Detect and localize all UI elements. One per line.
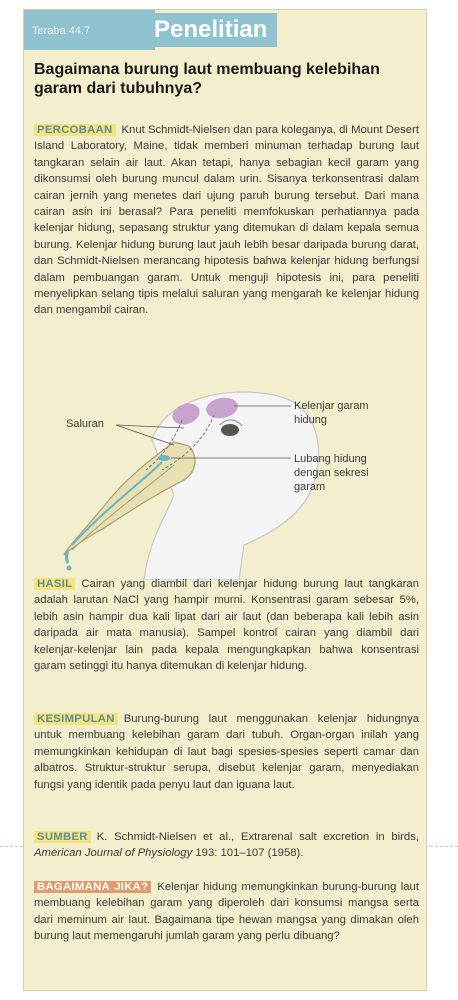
sumber-ref: 193: 101–107 (1958). — [195, 847, 304, 860]
nostril — [158, 455, 170, 461]
tag-kesimpulan: KESIMPULAN — [34, 713, 118, 725]
banner-label: Teraba 44.7 — [32, 25, 91, 37]
sumber-journal: American Journal of Physiology — [34, 847, 193, 860]
tag-hasil: HASIL — [34, 578, 75, 590]
inquiry-panel — [23, 9, 427, 991]
question-heading: Bagaimana burung laut membuang kelebihan garam dari tubuhnya? — [34, 61, 380, 97]
percobaan-text: Knut Schmidt-Nielsen dan para koleganya, di Mount Desert Island Laboratory, Maine, tidak memberi minuman terhadap burung laut tangkaran selain air laut. Akan tetapi, hanya sebagian kecil garam yang dikonsumsi oleh burung muncul dalam urin. Sisanya terkonsentrasi dalam cairan jernih yang menetes dari ujung paruh burung tersebut. Dari mana cairan asin ini berasal? Para peneliti memfokuskan perhatiannya pada kelenjar hidung, sepasang struktur yang ditemukan di dalam kepala semua burung. Kelenjar hidung burung laut jauh lebih besar daripada burung darat, dan Schmidt-Nielsen merancang hipotesis bahwa kelenjar hidung berfungsi dalam pembuangan garam. Untuk menguji hipotesis ini, para peneliti menyelipkan selang tipis melalui saluran yang mengarah ke kelenjar hidung dan mengambil cairan. — [34, 124, 419, 317]
banner — [24, 10, 155, 50]
section-kesimpulan — [34, 711, 419, 793]
label-kelenjar-garam: Kelenjar garam hidung — [294, 400, 369, 426]
bird-eye — [221, 424, 239, 436]
label-lubang-hidung: Lubang hidung dengan sekresi garam — [294, 453, 369, 493]
tag-sumber: SUMBER — [34, 831, 91, 843]
sumber-text: K. Schmidt-Nielsen et al., Extrarenal salt excretion in birds, — [96, 831, 419, 843]
bagaimana-text: Kelenjar hidung memungkinkan burung-burung laut membuang kelebihan garam yang diperoleh dari konsumsi mangsa serta dari meminum air laut. Bagaimana tipe hewan mangsa yang dimakan oleh burung laut memengaruhi jumlah garam yang perlu dibuang? — [34, 881, 419, 943]
section-hasil — [34, 576, 419, 674]
tag-percobaan: PERCOBAAN — [34, 124, 116, 136]
salt-drop — [67, 566, 72, 571]
hasil-text: Cairan yang diambil dari kelenjar hidung burung laut tangkaran adalah larutan NaCl yang hampir murni. Konsentrasi garam sebesar 5%, lebih asin hampir dua kali lipat dari air laut (dan beberapa kali lebih asin daripada air mata manusia). Sampel kontrol cairan yang diambil dari kelenjar-kelenjar lain pada kepala mengungkapkan bahwa konsentrasi garam setinggi itu hanya ditemukan di kelenjar hidung. — [34, 578, 419, 673]
section-percobaan — [34, 122, 419, 319]
seabird-head-figure — [24, 370, 428, 580]
section-bagaimana-jika — [34, 879, 419, 945]
tag-bagaimana-jika: BAGAIMANA JIKA? — [34, 881, 151, 893]
banner-title: Penelitian — [144, 13, 277, 47]
section-sumber — [34, 829, 419, 862]
salt-drip — [67, 550, 69, 563]
kesimpulan-text: Burung-burung laut menggunakan kelenjar hidungnya untuk membuang kelebihan garam dari tubuh. Organ-organ inilah yang memungkinkan kehidupan di laut bagi spesies-spesies seperti camar dan albatros. Struktur-struktur serupa, disebut kelenjar garam, menyediakan fungsi yang identik pada penyu laut dan iguana laut. — [34, 713, 419, 791]
label-saluran: Saluran — [66, 418, 104, 430]
